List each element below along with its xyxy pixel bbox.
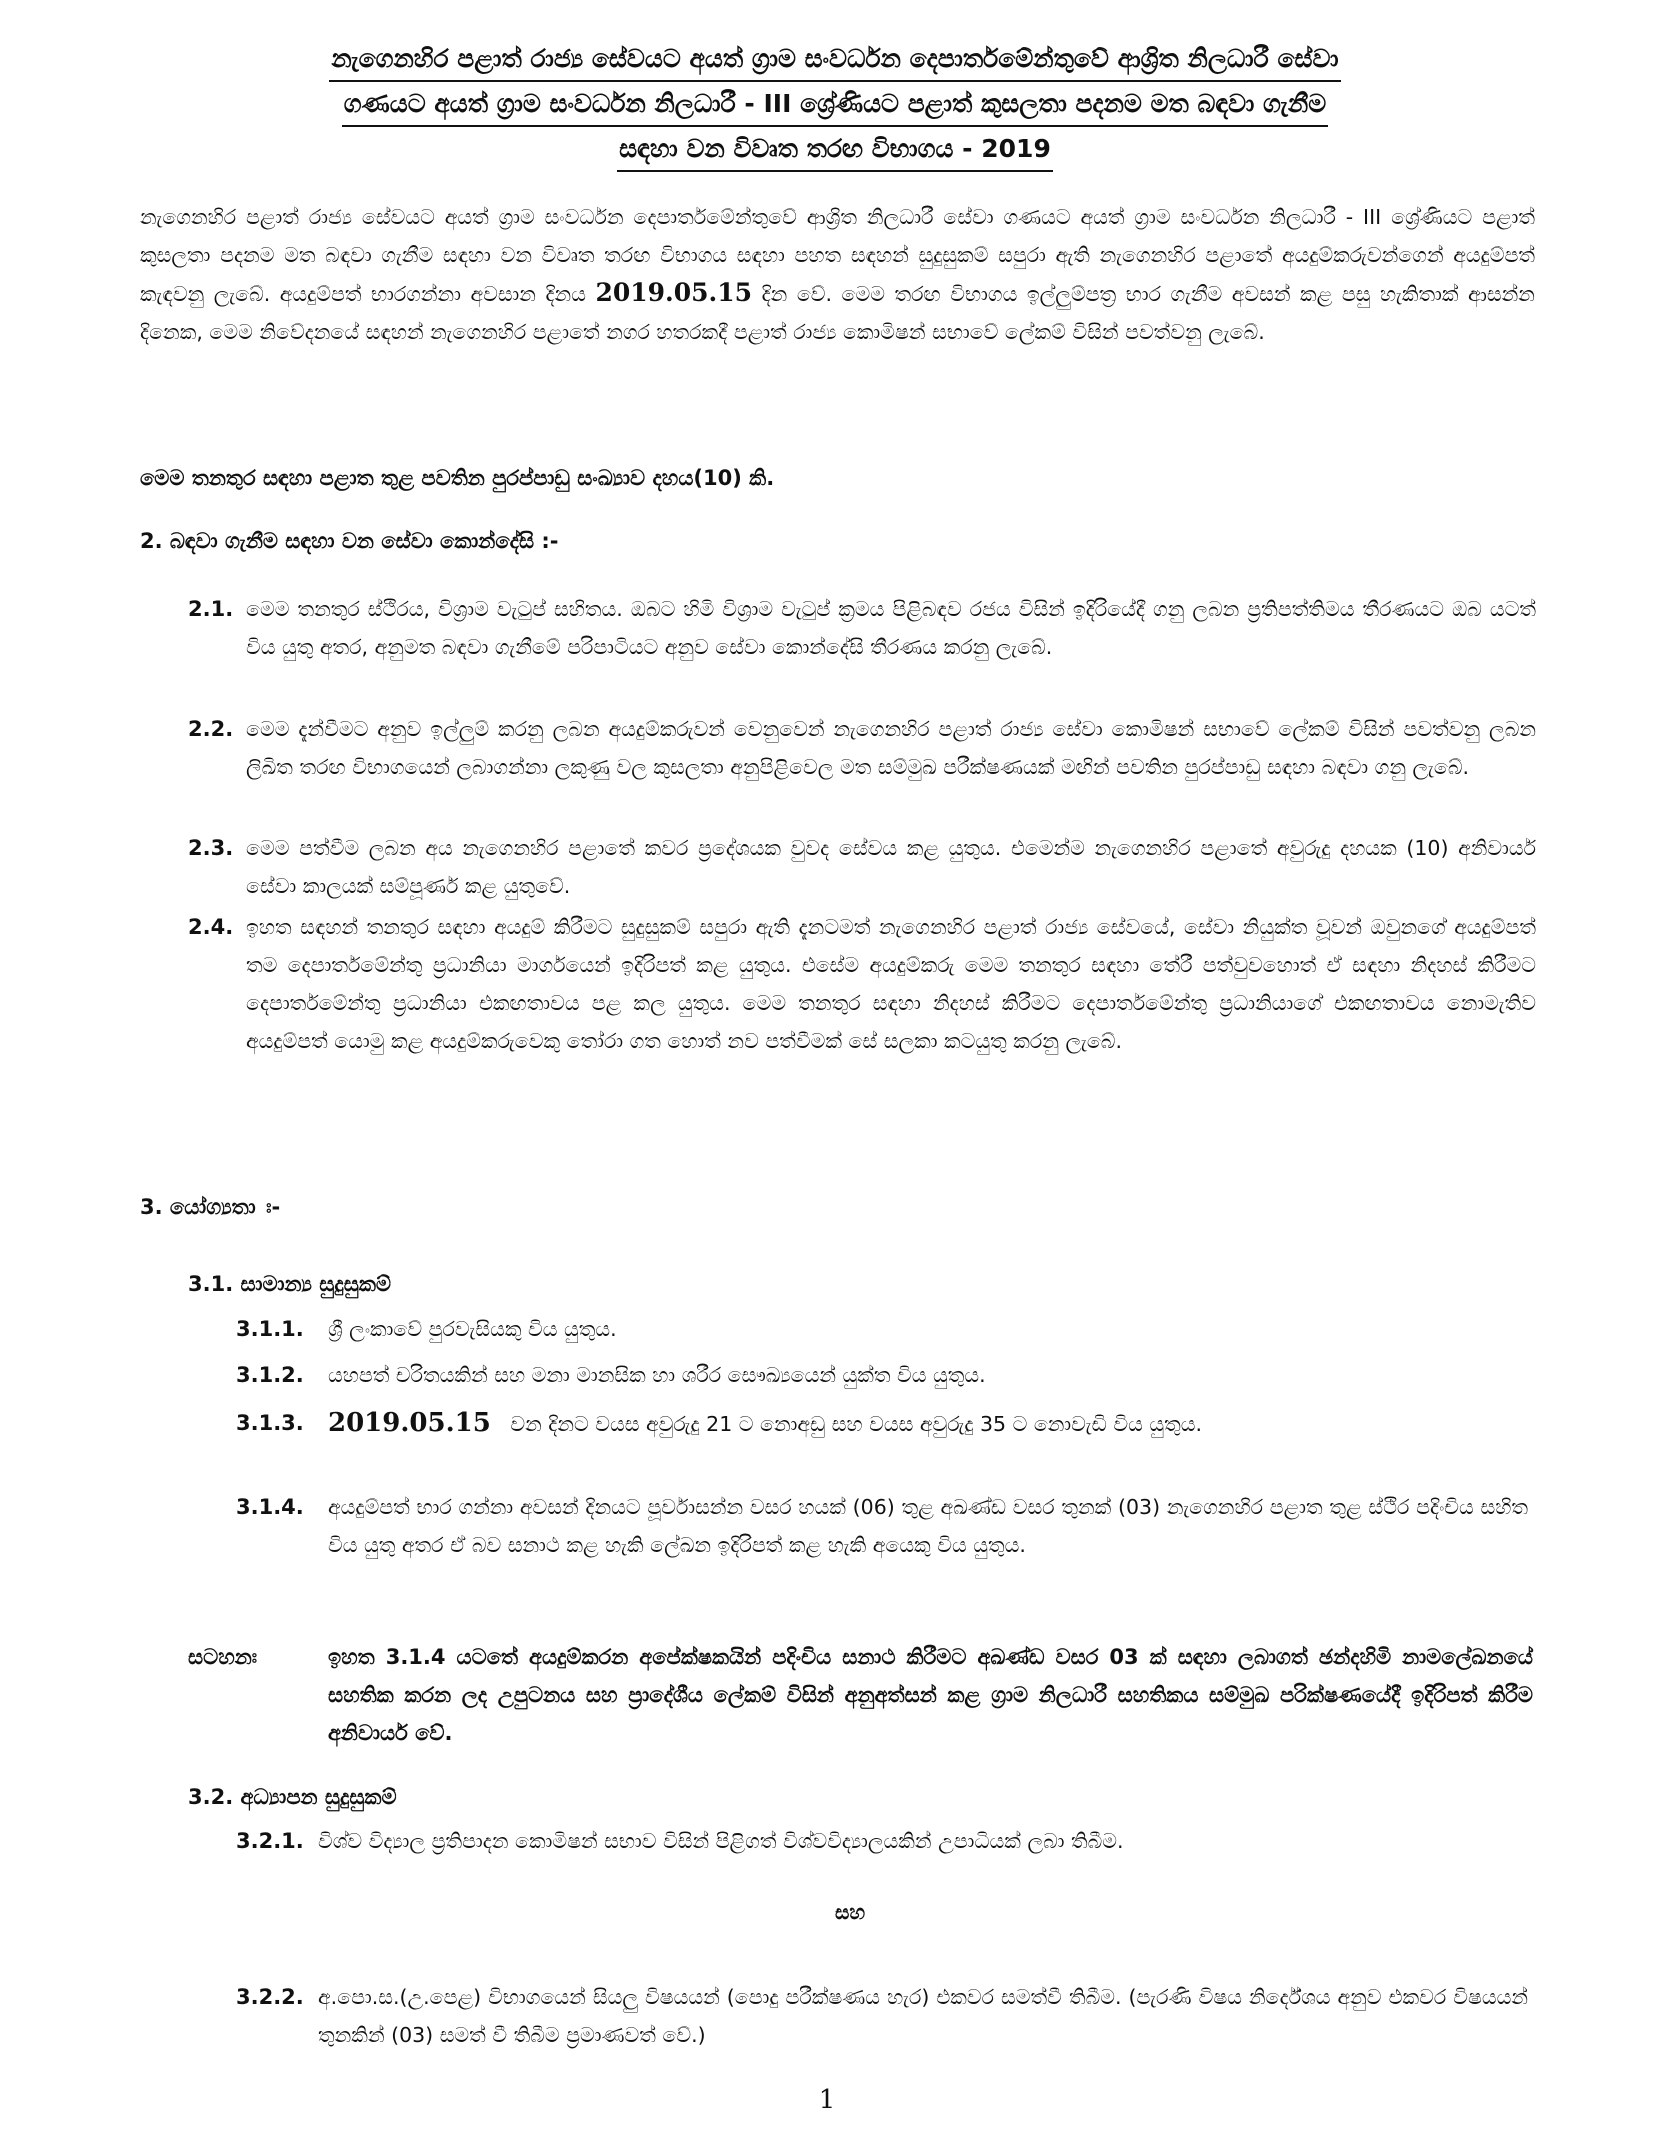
item-3-1-3-number: 3.1.3. — [236, 1411, 304, 1435]
vacancies-statement: මෙම තනතුර සඳහා පළාත තුළ පවතින පුරප්පාඩු සංඛ්‍යාව දහය(10) කි. — [140, 466, 775, 490]
page-number: 1 — [818, 2085, 836, 2115]
item-3-1-4-text: අයදුම්පත් භාර ගන්නා අවසන් දිනයට පූර්වාසන්න වසර හයක් (06) තුළ අඛණ්ඩ වසර තුනක් (03) නැගෙනහිර පළාත තුළ ස්ථිර පදිංචිය සහිත විය යුතු අතර ඒ බව සනාථ කළ හැකි ලේඛන ඉදිරිපත් කළ හැකි අයෙකු විය යුතුය. — [328, 1495, 1528, 1557]
note-text: ඉහත 3.1.4 යටතේ අයදුම්කරන අපේක්ෂකයින් පදිංචිය සනාථ කිරීමට අඛණ්ඩ වසර 03 ක් සඳහා ලබාගත් ඡන්දහිමි නාමලේඛනයේ සහතික කරන ලද උපුටනය සහ ප්‍රාදේශීය ලේකම් විසින් අනුඅත්සන් කළ ග්‍රාම නිලධාරී සහතිකය සම්මුඛ පරික්ෂණයේදී ඉදිරිපත් කිරීම අනිවාර්ය වේ. — [328, 1645, 1533, 1745]
intro-paragraph — [140, 198, 1535, 351]
item-2-3-text: මෙම පත්වීම ලබන අය නැගෙනහිර පළාතේ කවර ප්‍රදේශයක වුවද සේවය කළ යුතුය. එමෙන්ම නැගෙනහිර පළාතේ අවුරුදු දහයක (10) අනිවාර්ය සේවා කාලයක් සම්පූර්ණ කළ යුතුවේ. — [246, 836, 1536, 898]
subsection-3-2-heading: 3.2. අධ්‍යාපන සුදුසුකම් — [188, 1785, 397, 1809]
item-3-1-1-text: ශ්‍රී ලංකාවේ පුරවැසියකු විය යුතුය. — [328, 1317, 617, 1341]
item-3-1-4-number: 3.1.4. — [236, 1495, 304, 1519]
title-line-1: නැගෙනහිර පළාත් රාජ්‍ය සේවයට අයත් ග්‍රාම සංවර්ධන දෙපාර්තමේන්තුවේ ආශ්‍රිත නිලධාරී සේවා — [329, 38, 1340, 82]
age-reference-date: 2019.05.15 — [328, 1408, 491, 1438]
subsection-3-1-heading: 3.1. සාමාන්‍ය සුදුසුකම් — [188, 1272, 391, 1296]
conjunction-and: සහ — [834, 1900, 866, 1924]
item-2-2-number: 2.2. — [188, 717, 234, 741]
item-3-1-2-number: 3.1.2. — [236, 1363, 304, 1387]
item-2-3-number: 2.3. — [188, 836, 234, 860]
note-label: සටහනඃ — [188, 1645, 258, 1669]
closing-date: 2019.05.15 — [595, 278, 753, 307]
item-3-1-1-number: 3.1.1. — [236, 1317, 304, 1341]
item-2-1-number: 2.1. — [188, 597, 234, 621]
section-2-heading: 2. බඳවා ගැනීම සඳහා වන සේවා කොන්දේසි :- — [140, 529, 559, 553]
intro-text-after-date: දින වේ. මෙම තරඟ විභාගය ඉල්ලුම්පත්‍ර භාර ගැනීම අවසන් කළ පසු හැකිතාක් ආසන්න දිනෙක, මෙම නිවේදනයේ සඳහන් නැගෙනහිර පළාතේ නගර හතරකදී පළාත් රාජ්‍ය කොමිෂන් සභාවේ ලේකම් විසින් පවත්වනු ලැබේ. — [140, 282, 1535, 344]
title-line-2: ගණයට අයත් ග්‍රාම සංවර්ධන නිලධාරී - III ශ්‍රේණියට පළාත් කුසලතා පදනම මත බඳවා ගැනීම — [342, 83, 1328, 127]
intro-text-before-date: නැගෙනහිර පළාත් රාජ්‍ය සේවයට අයත් ග්‍රාම සංවර්ධන දෙපාර්තමේන්තුවේ ආශ්‍රිත නිලධාරී සේවා ගණයට අයත් ග්‍රාම සංවර්ධන නිලධාරී - III ශ්‍රේණියට පළාත් කුසලතා පදනම මත බඳවා ගැනීම සඳහා වන විවෘත තරඟ විභාගය සඳහා පහත සඳහන් සුදුසුකම් සපුරා ඇති නැගෙනහිර පළාතේ අයදුම්කරුවන්ගෙන් අයදුම්පත් කැඳවනු ලැබේ. අයදුම්පත් භාරගන්නා අවසාන දිනය — [140, 205, 1535, 306]
title-line-3: සඳහා වන විවෘත තරඟ විභාගය - 2019 — [617, 128, 1053, 172]
item-3-2-2-text: අ.පො.ස.(උ.පෙළ) විභාගයෙන් සියලු විෂයයන් (පොදු පරීක්ෂණය හැර) එකවර සමත්වී තිබීම. (පැරණි විෂය නිර්දේශය අනුව එකවර විෂයයන් තුනකින් (03) සමත් වී තිබීම ප්‍රමාණවත් වේ.) — [318, 1985, 1528, 2047]
item-3-1-2-text: යහපත් චරිතයකින් සහ මනා මානසික හා ශරීර සෞඛ්‍යයෙන් යුක්ත විය යුතුය. — [328, 1363, 986, 1387]
item-2-2-text: මෙම දැන්වීමට අනුව ඉල්ලුම් කරනු ලබන අයදුම්කරුවන් වෙනුවෙන් නැගෙනහිර පළාත් රාජ්‍ය සේවා කොමිෂන් සභාවේ ලේකම් විසින් පවත්වනු ලබන ලිඛිත තරඟ විභාගයෙන් ලබාගන්නා ලකුණු වල කුසලතා අනුපිළිවෙල මත සම්මුඛ පරීක්ෂණයක් මඟින් පවතින පුරප්පාඩු සඳහා බඳවා ගනු ලැබේ. — [246, 717, 1536, 779]
item-3-2-1-text: විශ්ව විද්‍යාල ප්‍රතිපාදන කොමිෂන් සභාව විසින් පිළිගත් විශ්වවිද්‍යාලයකින් උපාධියක් ලබා තිබීම. — [318, 1829, 1124, 1853]
item-3-2-2-number: 3.2.2. — [236, 1985, 304, 2009]
item-3-2-1-number: 3.2.1. — [236, 1829, 304, 1853]
item-2-1-text: මෙම තනතුර ස්ථිරය, විශ්‍රාම වැටුප් සහිතය. ඔබට හිමි විශ්‍රාම වැටුප් ක්‍රමය පිළිබඳව රජය විසින් ඉදිරියේදී ගනු ලබන ප්‍රතිපත්තිමය තීරණයට ඔබ යටත් විය යුතු අතර, අනුමත බඳවා ගැනීමේ පරිපාටියට අනුව සේවා කොන්දේසි තීරණය කරනු ලැබේ. — [246, 597, 1536, 659]
item-3-1-3-text — [328, 1404, 1408, 1443]
section-3-heading: 3. යෝග්‍යතා ඃ- — [140, 1195, 281, 1219]
item-2-4-number: 2.4. — [188, 915, 234, 939]
item-2-4-text: ඉහත සඳහන් තනතුර සඳහා අයදුම් කිරීමට සුදුසුකම් සපුරා ඇති දැනටමත් නැගෙනහිර පළාත් රාජ්‍ය සේවයේ, සේවා නියුක්ත වූවන් ඔවුනගේ අයදුම්පත් තම දෙපාර්තමේන්තු ප්‍රධානියා මාර්ගයෙන් ඉදිරිපත් කළ යුතුය. එසේම අයදුම්කරු මෙම තනතුර සඳහා තේරී පත්වුවහොත් ඒ සඳහා නිදහස් කිරීමට දෙපාර්තමේන්තු ප්‍රධානියා එකඟතාවය පළ කල යුතුය. මෙම තනතුර සඳහා නිදහස් කිරීමට දෙපාර්තමේන්තු ප්‍රධානියාගේ එකඟතාවය නොමැතිව අයදුම්පත් යොමු කළ අයදුම්කරුවෙකු තෝරා ගත හොත් නව පත්වීමක් සේ සලකා කටයුතු කරනු ලැබේ. — [246, 915, 1536, 1053]
item-3-1-3-body: වන දිනට වයස අවුරුදු 21 ට නොඅඩු සහ වයස අවුරුදු 35 ට නොවැඩි විය යුතුය. — [510, 1412, 1202, 1436]
document-title — [140, 38, 1530, 173]
